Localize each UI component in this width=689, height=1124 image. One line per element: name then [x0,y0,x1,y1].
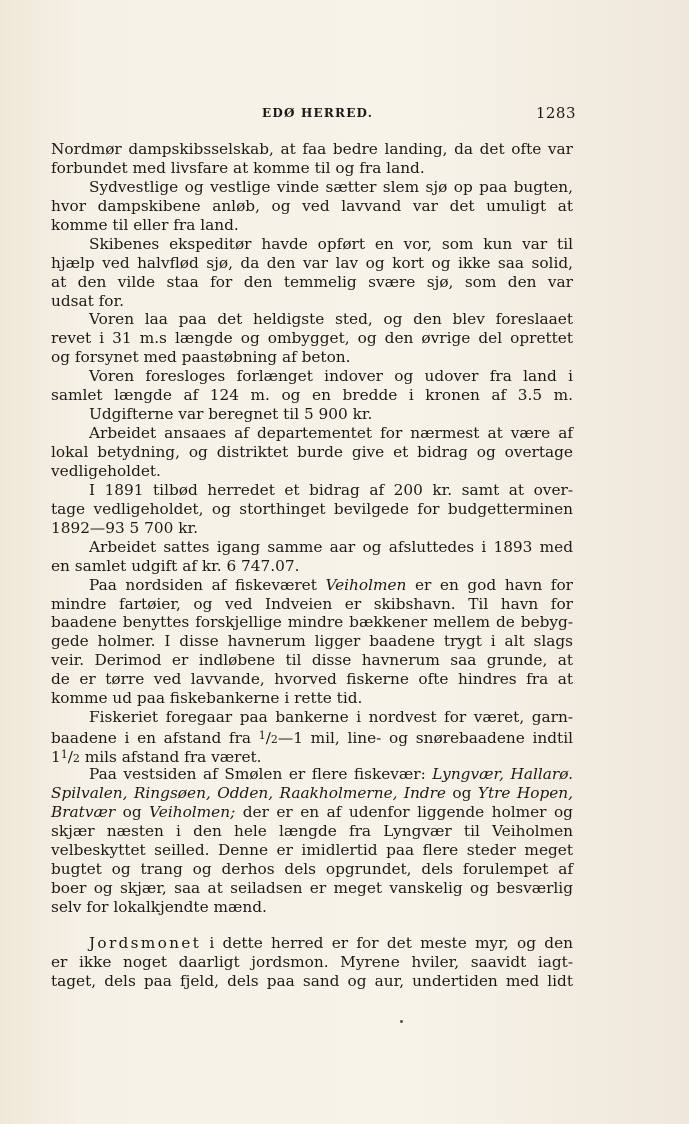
text-line: Nordmør dampskibsselskab, at faa bedre landing, da det ofte var [51,140,573,158]
place-name: Bratvær [51,802,116,821]
text-segment: Paa vestsiden af Smølen er flere fiskevær: [89,764,426,783]
text-segment: er en god havn for [414,575,573,594]
text-line: er ikke noget daarligt jordsmon. Myrene hviler, saavidt iagt- [51,953,573,972]
text-line: bugtet og trang og derhos dels opgrundet, dels forulempet af [51,859,573,878]
text-line [51,746,573,765]
place-name: Veiholmen [325,575,407,594]
text-line: hjælp ved halvflød sjø, da den var lav og kort og ikke saa solid, [51,253,573,272]
ink-speck [400,1020,403,1023]
body-text [51,140,573,991]
text-line: komme til eller fra land. [51,215,239,234]
text-segment: mils afstand fra været. [79,748,262,766]
text-line: samlet længde af 124 m. og en bredde i kronen af 3.5 m. [51,386,573,405]
text-line: og forsynet med paastøbning af beton. [51,348,351,367]
fraction-slash: / [67,748,73,766]
section-term: Jordsmonet [89,934,202,953]
text-line: mindre fartøier, og ved Indveien er skibshavn. Til havn for [51,594,573,613]
text-line: Sydvestlige og vestlige vinde sætter slem sjø op paa bugten, [89,177,573,196]
fraction-denominator: 2 [72,752,80,765]
text-line: veir. Derimod er indløbene til disse havnerum saa grunde, at [51,651,573,670]
text-line: Voren foresloges forlænget indover og udover fra land i [89,367,573,386]
place-names: Ytre Hopen, [477,783,574,802]
text-segment: og [122,802,142,821]
text-line: skjær næsten i den hele længde fra Lyngvær til Veiholmen [51,821,573,840]
text-line [51,803,573,822]
text-line: revet i 31 m.s længde og ombygget, og den øvrige del oprettet [51,329,573,348]
text-line: tage vedligeholdet, og storthinget bevilgede for budgetterminen [51,499,573,518]
text-line: I 1891 tilbød herredet et bidrag af 200 kr. samt at over- [89,480,573,499]
page-number: 1283 [535,104,576,122]
place-names: Lyngvær, Hallarø. [432,764,573,783]
text-line: lokal betydning, og distriktet burde give et bidrag og overtage [51,443,573,461]
text-line [51,727,573,746]
text-segment: —1 mil, line- og snørebaadene indtil [277,729,573,748]
number-whole: 1 [51,748,61,766]
text-line: gede holmer. I disse havnerum ligger baadene trygt i alt slags [51,632,573,651]
text-segment: og [452,783,472,802]
fraction-numerator: 1 [258,729,266,743]
text-line [51,576,573,595]
text-segment: i dette herred er for det meste myr, og den [209,934,573,953]
place-name: Veiholmen; [149,802,236,821]
text-line: 1892—93 5 700 kr. [51,518,198,537]
text-line: Fiskeriet foregaar paa bankerne i nordvest for været, garn- [89,708,573,727]
text-line: en samlet udgift af kr. 6 747.07. [51,556,300,575]
text-line: komme ud paa fiskebankerne i rette tid. [51,689,363,708]
text-line: at den vilde staa for den temmelig svære sjø, som den var [51,272,573,291]
paragraph-gap [51,916,573,934]
text-line: Voren laa paa det heldigste sted, og den blev foreslaaet [89,310,573,329]
text-line: forbundet med livsfare at komme til og fra land. [51,158,425,177]
text-line: vedligeholdet. [51,461,161,480]
fraction-denominator: 2 [270,733,278,747]
text-line [51,784,573,803]
text-segment: Paa nordsiden af fiskeværet [89,575,317,594]
text-line: selv for lokalkjendte mænd. [51,897,267,916]
text-line: Arbeidet ansaaes af departementet for nærmest at være af [89,424,573,443]
page-header [52,104,576,126]
text-line: Skibenes ekspeditør havde opført en vor, som kun var til [89,234,573,253]
text-line [51,934,573,953]
text-line: taget, dels paa fjeld, dels paa sand og aur, undertiden med lidt [51,972,573,991]
text-line: baadene benyttes forskjellige mindre bækkener mellem de bebyg- [51,613,573,632]
text-line: velbeskyttet seilled. Denne er imidlertid paa flere steder meget [51,840,573,859]
fraction-numerator: 1 [60,748,68,761]
text-line: hvor dampskibene anløb, og ved lavvand var det umuligt at [51,196,573,215]
fraction-slash: / [265,729,271,748]
running-title: EDØ HERRED. [262,106,374,120]
text-line: de er tørre ved lavvande, hvorved fiskerne ofte hindres fra at [51,670,573,689]
text-line: udsat for. [51,291,124,310]
text-line: Udgifterne var beregnet til 5 900 kr. [89,405,373,424]
text-line: boer og skjær, saa at seiladsen er meget vanskelig og besværlig [51,878,573,897]
text-segment: baadene i en afstand fra [51,729,252,748]
text-line: Arbeidet sattes igang samme aar og afsluttedes i 1893 med [89,537,573,556]
text-segment: der er en af udenfor liggende holmer og [242,802,573,821]
place-names: Spilvalen, Ringsøen, Odden, Raakholmerne, Indre [51,783,446,802]
text-line [51,765,573,784]
